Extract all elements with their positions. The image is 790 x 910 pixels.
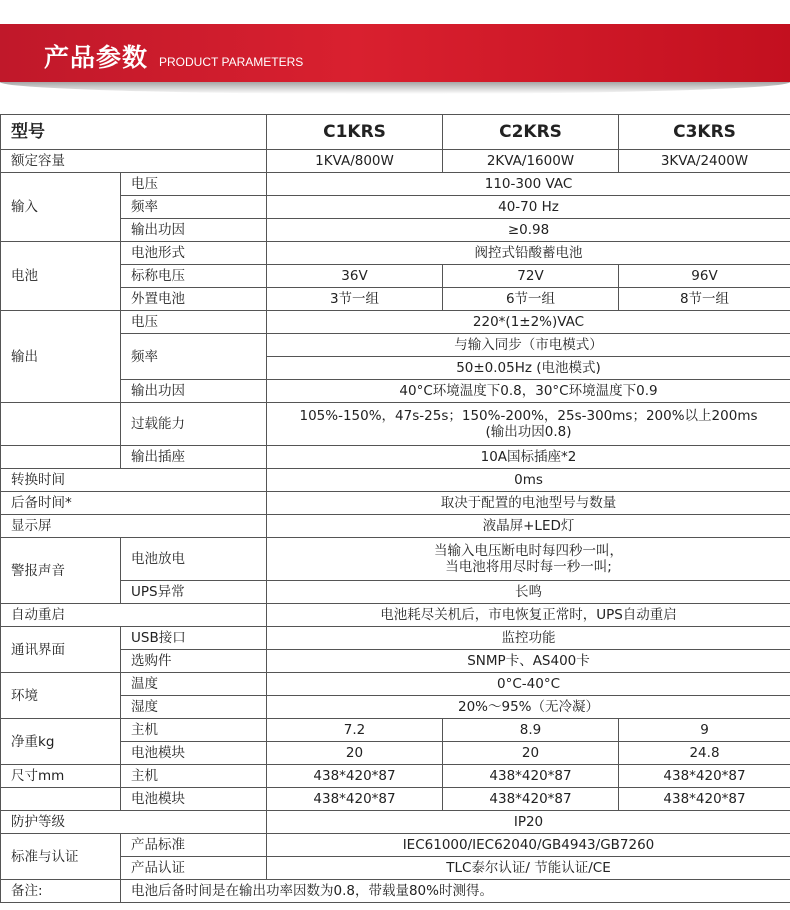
size-host-value: 438*420*87 xyxy=(267,765,443,788)
protection-row xyxy=(1,811,790,834)
output-frequency-label: 频率 xyxy=(121,334,267,380)
weight-battery-value: 24.8 xyxy=(619,742,790,765)
backup-label: 后备时间* xyxy=(1,492,267,515)
size-host-value: 438*420*87 xyxy=(443,765,619,788)
standard-label: 标准与认证 xyxy=(1,834,121,880)
env-label: 环境 xyxy=(1,673,121,719)
comm-usb-value: 监控功能 xyxy=(267,627,790,650)
standard-product-row xyxy=(1,834,790,857)
battery-voltage-value: 96V xyxy=(619,265,790,288)
battery-type-row xyxy=(1,242,790,265)
env-temp-label: 温度 xyxy=(121,673,267,696)
model-row xyxy=(1,115,790,150)
size-battery-value: 438*420*87 xyxy=(443,788,619,811)
overload-value xyxy=(267,403,790,446)
battery-external-value: 6节一组 xyxy=(443,288,619,311)
empty-cell xyxy=(1,446,121,469)
standard-cert-label: 产品认证 xyxy=(121,857,267,880)
backup-value: 取决于配置的电池型号与数量 xyxy=(267,492,790,515)
env-humidity-value: 20%～95%（无冷凝） xyxy=(267,696,790,719)
alarm-battery-row xyxy=(1,538,790,581)
comm-usb-row xyxy=(1,627,790,650)
model-c2krs: C2KRS xyxy=(443,115,619,150)
weight-battery-value: 20 xyxy=(267,742,443,765)
input-voltage-value: 110-300 VAC xyxy=(267,173,790,196)
size-host-value: 438*420*87 xyxy=(619,765,790,788)
input-pf-value: ≥0.98 xyxy=(267,219,790,242)
env-humidity-label: 湿度 xyxy=(121,696,267,719)
comm-option-label: 选购件 xyxy=(121,650,267,673)
output-voltage-row xyxy=(1,311,790,334)
battery-external-label: 外置电池 xyxy=(121,288,267,311)
weight-label: 净重kg xyxy=(1,719,121,765)
output-frequency-value: 与输入同步（市电模式） xyxy=(267,334,790,357)
page-title: 产品参数 xyxy=(44,43,149,72)
overload-line: 105%-150%，47s-25s；150%-200%，25s-300ms；200%以上200ms xyxy=(299,408,758,424)
capacity-value: 3KVA/2400W xyxy=(619,150,790,173)
overload-label: 过载能力 xyxy=(121,403,267,446)
weight-host-label: 主机 xyxy=(121,719,267,742)
model-c3krs: C3KRS xyxy=(619,115,790,150)
comm-option-value: SNMP卡、AS400卡 xyxy=(267,650,790,673)
output-label: 输出 xyxy=(1,311,121,403)
battery-label: 电池 xyxy=(1,242,121,311)
size-host-row xyxy=(1,765,790,788)
comm-usb-label: USB接口 xyxy=(121,627,267,650)
weight-host-value: 7.2 xyxy=(267,719,443,742)
weight-host-row xyxy=(1,719,790,742)
backup-row xyxy=(1,492,790,515)
battery-type-label: 电池形式 xyxy=(121,242,267,265)
spec-table xyxy=(0,114,790,903)
output-frequency-value: 50±0.05Hz (电池模式) xyxy=(267,357,790,380)
size-battery-row xyxy=(1,788,790,811)
size-host-label: 主机 xyxy=(121,765,267,788)
model-label: 型号 xyxy=(1,115,267,150)
weight-battery-label: 电池模块 xyxy=(121,742,267,765)
transfer-row xyxy=(1,469,790,492)
standard-product-value: IEC61000/IEC62040/GB4943/GB7260 xyxy=(267,834,790,857)
capacity-value: 2KVA/1600W xyxy=(443,150,619,173)
display-value: 液晶屏+LED灯 xyxy=(267,515,790,538)
alarm-battery-label: 电池放电 xyxy=(121,538,267,581)
battery-voltage-value: 72V xyxy=(443,265,619,288)
socket-value: 10A国标插座*2 xyxy=(267,446,790,469)
battery-external-value: 3节一组 xyxy=(267,288,443,311)
transfer-value: 0ms xyxy=(267,469,790,492)
env-temp-row xyxy=(1,673,790,696)
socket-label: 输出插座 xyxy=(121,446,267,469)
alarm-battery-value xyxy=(267,538,790,581)
input-voltage-label: 电压 xyxy=(121,173,267,196)
battery-type-value: 阀控式铅酸蓄电池 xyxy=(267,242,790,265)
transfer-label: 转换时间 xyxy=(1,469,267,492)
note-row xyxy=(1,880,790,903)
restart-row xyxy=(1,604,790,627)
restart-label: 自动重启 xyxy=(1,604,267,627)
weight-battery-value: 20 xyxy=(443,742,619,765)
input-label: 输入 xyxy=(1,173,121,242)
output-pf-label: 输出功因 xyxy=(121,380,267,403)
capacity-value: 1KVA/800W xyxy=(267,150,443,173)
display-label: 显示屏 xyxy=(1,515,267,538)
input-pf-label: 输出功因 xyxy=(121,219,267,242)
input-voltage-row xyxy=(1,173,790,196)
battery-voltage-label: 标称电压 xyxy=(121,265,267,288)
banner-shadow xyxy=(0,82,790,94)
protection-label: 防护等级 xyxy=(1,811,267,834)
page-subtitle: PRODUCT PARAMETERS xyxy=(159,55,304,69)
alarm-ups-label: UPS异常 xyxy=(121,581,267,604)
weight-host-value: 9 xyxy=(619,719,790,742)
capacity-row xyxy=(1,150,790,173)
size-battery-value: 438*420*87 xyxy=(619,788,790,811)
note-value: 电池后备时间是在输出功率因数为0.8，带载量80%时测得。 xyxy=(121,880,790,903)
battery-voltage-value: 36V xyxy=(267,265,443,288)
alarm-line: 当输入电压断电时每四秒一叫， xyxy=(434,543,623,559)
size-battery-label: 电池模块 xyxy=(121,788,267,811)
alarm-ups-value: 长鸣 xyxy=(267,581,790,604)
input-frequency-value: 40-70 Hz xyxy=(267,196,790,219)
comm-label: 通讯界面 xyxy=(1,627,121,673)
overload-line: (输出功因0.8) xyxy=(485,424,572,440)
empty-cell xyxy=(1,403,121,446)
display-row xyxy=(1,515,790,538)
battery-external-value: 8节一组 xyxy=(619,288,790,311)
empty-cell xyxy=(1,788,121,811)
weight-host-value: 8.9 xyxy=(443,719,619,742)
env-temp-value: 0°C-40°C xyxy=(267,673,790,696)
size-label: 尺寸mm xyxy=(1,765,121,788)
protection-value: IP20 xyxy=(267,811,790,834)
note-label: 备注: xyxy=(1,880,121,903)
output-socket-row xyxy=(1,446,790,469)
output-pf-value: 40°C环境温度下0.8，30°C环境温度下0.9 xyxy=(267,380,790,403)
input-frequency-label: 频率 xyxy=(121,196,267,219)
output-voltage-label: 电压 xyxy=(121,311,267,334)
alarm-line: 当电池将用尽时每一秒一叫; xyxy=(445,559,612,575)
standard-product-label: 产品标准 xyxy=(121,834,267,857)
standard-cert-value: TLC泰尔认证/ 节能认证/CE xyxy=(267,857,790,880)
output-voltage-value: 220*(1±2%)VAC xyxy=(267,311,790,334)
output-overload-row xyxy=(1,403,790,446)
size-battery-value: 438*420*87 xyxy=(267,788,443,811)
capacity-label: 额定容量 xyxy=(1,150,267,173)
restart-value: 电池耗尽关机后，市电恢复正常时，UPS自动重启 xyxy=(267,604,790,627)
alarm-label: 警报声音 xyxy=(1,538,121,604)
model-c1krs: C1KRS xyxy=(267,115,443,150)
